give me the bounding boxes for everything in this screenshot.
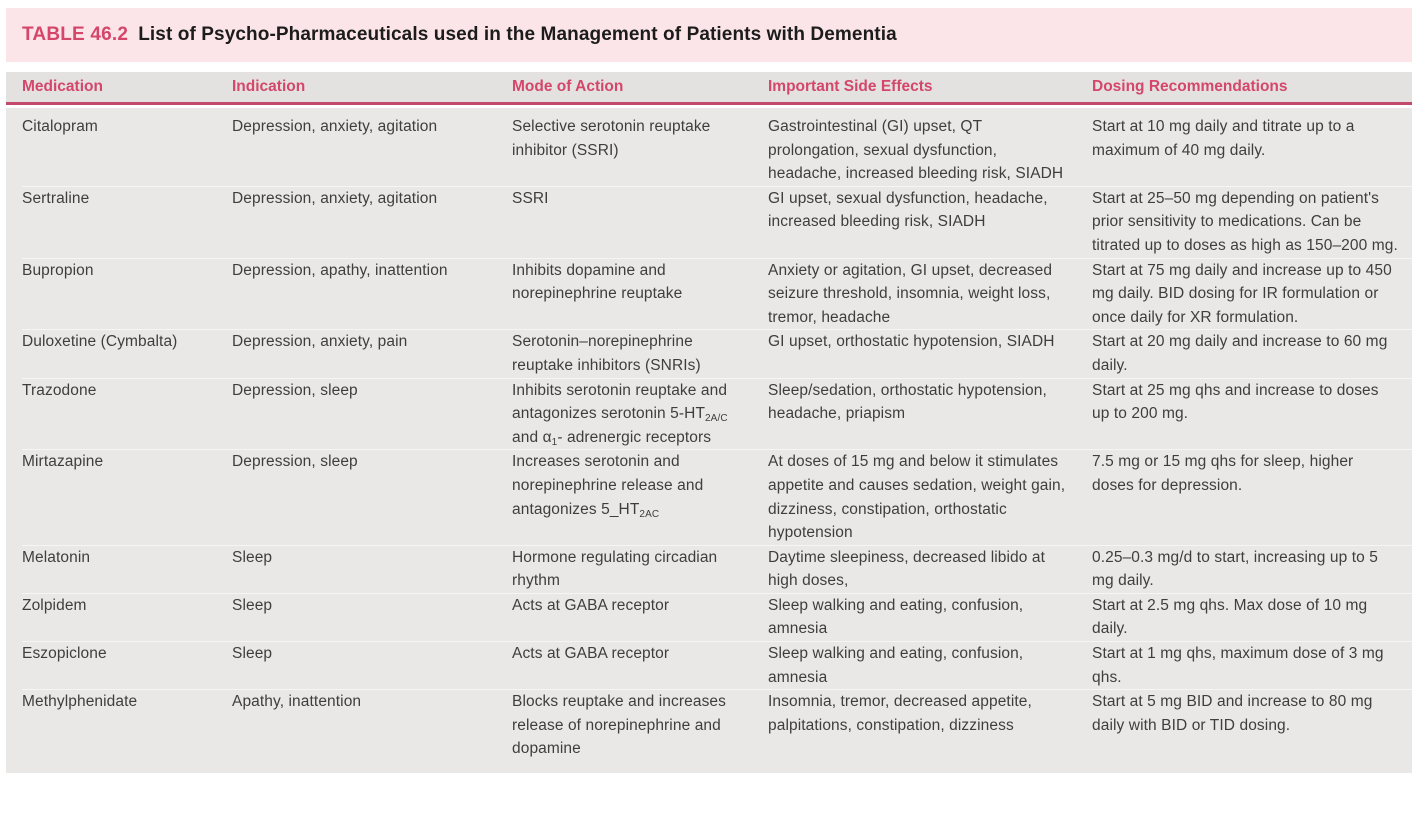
cell-dosing: Start at 25–50 mg depending on patient's prior sensitivity to medications. Can be titrated up to doses as high as 150–200 mg.	[1092, 189, 1398, 254]
cell-dosing: Start at 1 mg qhs, maximum dose of 3 mg qhs.	[1092, 645, 1384, 686]
cell-mode-of-action: Selective serotonin reuptake inhibitor (SSRI)	[512, 118, 711, 159]
cell-side-effects: At doses of 15 mg and below it stimulates appetite and causes sedation, weight gain, dizziness, constipation, orthostatic hypotension	[768, 453, 1066, 542]
table-body	[6, 108, 1412, 773]
table-row	[22, 689, 1412, 761]
table-title: List of Psycho-Pharmaceuticals used in the Management of Patients with Dementia	[138, 24, 897, 45]
cell-medication: Mirtazapine	[22, 453, 104, 471]
table-row	[22, 641, 1412, 689]
column-header-mode-of-action: Mode of Action	[512, 78, 624, 95]
cell-mode-of-action: Serotonin–norepinephrine reuptake inhibitors (SNRIs)	[512, 333, 701, 374]
cell-dosing: 0.25–0.3 mg/d to start, increasing up to 5 mg daily.	[1092, 548, 1378, 590]
cell-indication: Depression, apathy, inattention	[232, 261, 448, 279]
cell-indication: Depression, anxiety, agitation	[232, 118, 438, 135]
cell-dosing: Start at 25 mg qhs and increase to doses up to 200 mg.	[1092, 381, 1379, 423]
table-row	[22, 115, 1412, 186]
caption-header-gap	[6, 62, 1412, 72]
cell-indication: Sleep	[232, 645, 273, 663]
cell-medication: Trazodone	[22, 381, 97, 399]
cell-mode-of-action: Acts at GABA receptor	[512, 596, 670, 614]
cell-side-effects: Gastrointestinal (GI) upset, QT prolongation, sexual dysfunction, headache, increased bleeding risk, SIADH	[768, 118, 1064, 183]
cell-dosing: Start at 10 mg daily and titrate up to a maximum of 40 mg daily.	[1092, 118, 1355, 159]
cell-indication: Apathy, inattention	[232, 693, 362, 711]
cell-side-effects: GI upset, sexual dysfunction, headache, increased bleeding risk, SIADH	[768, 189, 1048, 231]
cell-dosing: Start at 2.5 mg qhs. Max dose of 10 mg daily.	[1092, 596, 1368, 638]
cell-side-effects: Sleep walking and eating, confusion, amnesia	[768, 596, 1024, 638]
table-number-label: TABLE 46.2	[22, 24, 129, 45]
cell-mode-of-action: Hormone regulating circadian rhythm	[512, 548, 718, 590]
cell-dosing: Start at 20 mg daily and increase to 60 mg daily.	[1092, 333, 1388, 374]
cell-side-effects: Insomnia, tremor, decreased appetite, palpitations, constipation, dizziness	[768, 693, 1032, 734]
cell-dosing: Start at 75 mg daily and increase up to 450 mg daily. BID dosing for IR formulation or once daily for XR formulation.	[1092, 261, 1392, 326]
table-row	[22, 258, 1412, 330]
cell-indication: Sleep	[232, 548, 273, 566]
cell-medication: Duloxetine (Cymbalta)	[22, 333, 178, 351]
table-header-row	[6, 72, 1412, 102]
cell-medication: Sertraline	[22, 189, 90, 207]
cell-mode-of-action: SSRI	[512, 189, 549, 207]
cell-dosing: Start at 5 mg BID and increase to 80 mg daily with BID or TID dosing.	[1092, 693, 1373, 734]
cell-indication: Sleep	[232, 596, 273, 614]
table-row	[22, 593, 1412, 641]
cell-indication: Depression, sleep	[232, 381, 358, 399]
cell-medication: Citalopram	[22, 118, 98, 135]
table-caption-bar	[6, 8, 1412, 62]
cell-indication: Depression, sleep	[232, 453, 358, 471]
table-row	[22, 186, 1412, 258]
cell-mode-of-action: Inhibits dopamine and norepinephrine reuptake	[512, 261, 683, 303]
document-table-figure	[6, 8, 1412, 773]
table-row	[22, 329, 1412, 377]
cell-indication: Depression, anxiety, agitation	[232, 189, 438, 207]
cell-side-effects: Sleep/sedation, orthostatic hypotension, headache, priapism	[768, 381, 1047, 423]
cell-side-effects: Sleep walking and eating, confusion, amnesia	[768, 645, 1024, 686]
column-header-indication: Indication	[232, 78, 306, 95]
cell-mode-of-action: Inhibits serotonin reuptake and antagonizes serotonin $5-HT_{2A/C}$ and $\alpha_1-$ adrenergic receptors	[512, 381, 728, 448]
table-row	[22, 449, 1412, 544]
cell-indication: Depression, anxiety, pain	[232, 333, 408, 351]
column-header-medication: Medication	[22, 78, 103, 95]
table-row	[22, 545, 1412, 593]
cell-medication: Zolpidem	[22, 596, 87, 614]
column-header-dosing-recommendations: Dosing Recommendations	[1092, 78, 1288, 95]
cell-medication: Bupropion	[22, 261, 94, 279]
cell-dosing: 7.5 mg or 15 mg qhs for sleep, higher doses for depression.	[1092, 453, 1354, 494]
cell-medication: Methylphenidate	[22, 693, 138, 711]
cell-side-effects: Anxiety or agitation, GI upset, decreased seizure threshold, insomnia, weight loss, tremor, headache	[768, 261, 1053, 326]
cell-medication: Eszopiclone	[22, 645, 107, 663]
cell-side-effects: Daytime sleepiness, decreased libido at high doses,	[768, 548, 1046, 590]
cell-side-effects: GI upset, orthostatic hypotension, SIADH	[768, 333, 1055, 351]
cell-mode-of-action: Blocks reuptake and increases release of norepinephrine and dopamine	[512, 693, 726, 758]
cell-mode-of-action: Acts at GABA receptor	[512, 645, 670, 663]
cell-mode-of-action: Increases serotonin and norepinephrine release and antagonizes $5\_HT_{2AC}$	[512, 453, 704, 520]
cell-medication: Melatonin	[22, 548, 91, 566]
table-row	[22, 378, 1412, 450]
column-header-important-side-effects: Important Side Effects	[768, 78, 933, 95]
